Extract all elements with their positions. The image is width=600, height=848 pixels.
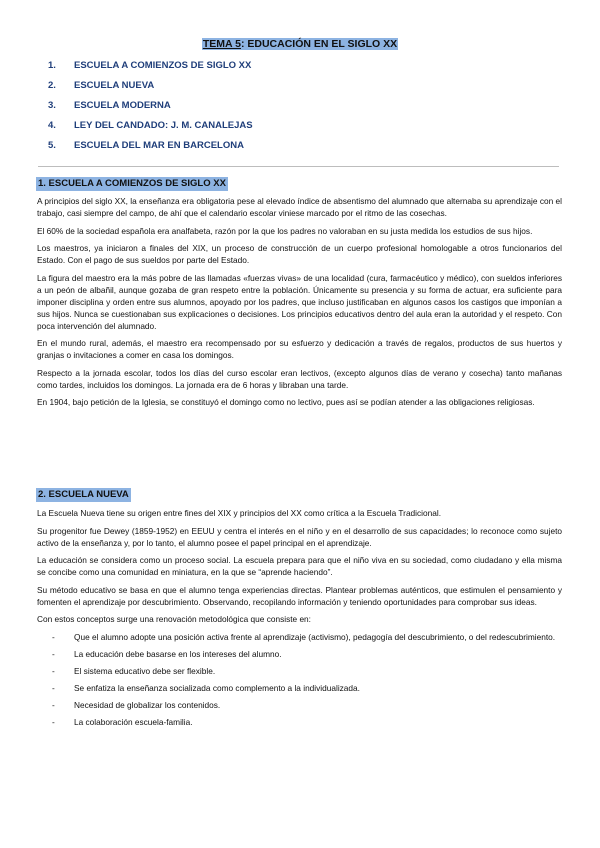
section-1-body xyxy=(37,195,562,414)
paragraph: A principios del siglo XX, la enseñanza era obligatoria pese al elevado índice de absentismo del alumnado que alternaba su aprendizaje con el trabajo, casi siempre del campo, de ahí que el calendario escolar viniese marcado por el ritmo de las cosechas. xyxy=(37,196,562,218)
list-item xyxy=(37,716,562,728)
paragraph: El 60% de la sociedad española era analfabeta, razón por la que los padres no valoraban en su justa medida los estudios de sus hijos. xyxy=(37,225,533,236)
list-item-text: Que el alumno adopte una posición activa frente al aprendizaje (activismo), pedagogía del descubrimiento, o del redescubrimiento. xyxy=(74,631,556,642)
divider xyxy=(38,166,559,167)
list-item xyxy=(37,648,562,660)
list-item xyxy=(37,631,562,643)
toc-label: ESCUELA MODERNA xyxy=(74,100,171,111)
document-title xyxy=(0,38,600,50)
list-item xyxy=(37,699,562,711)
section-2-body xyxy=(37,507,562,733)
list-item-text: La colaboración escuela-familia. xyxy=(74,716,193,727)
dash-bullet: - xyxy=(52,716,55,727)
paragraph: Los maestros, ya iniciaron a finales del XIX, un proceso de construcción de un cuerpo profesional homologable a otros funcionarios del Estado. Con el pago de sus sueldos por parte del Estado. xyxy=(37,243,562,265)
paragraph: Su progenitor fue Dewey (1859-1952) en EEUU y centra el interés en el niño y en el desarrollo de sus capacidades; lo reconoce como sujeto activo de la enseñanza y, por lo tanto, el alumno posee el papel principal en el aprendizaje. xyxy=(37,525,562,548)
paragraph: En el mundo rural, además, el maestro era recompensado por su esfuerzo y dedicación a través de regalos, productos de sus huertos y granjas o invitaciones a comer en casa los domingos. xyxy=(37,338,562,360)
method-list xyxy=(37,631,562,728)
toc-number: 5. xyxy=(48,140,56,151)
toc-number: 3. xyxy=(48,100,56,111)
toc-label: ESCUELA A COMIENZOS DE SIGLO XX xyxy=(74,60,252,71)
title-rest: : EDUCACIÓN EN EL SIGLO XX xyxy=(240,38,398,50)
title-tema: TEMA 5 xyxy=(202,38,241,50)
title-highlight xyxy=(202,38,398,50)
paragraph: La figura del maestro era la más pobre de las llamadas «fuerzas vivas» de una localidad (cura, farmacéutico y médico), con sueldos inferiores a un peón de albañil, aunque gozaba de gran respeto entre la población. Únicamente su presencia y su forma de actuar, era suficiente para imponer disciplina y orden entre sus alumnos, apoyado por los padres, que incluso justificaban en algunos casos los castigos que imponían a sus hijos. Nunca se cuestionaban sus explicaciones o decisiones. Los principios educativos dentro del aula eran la autoridad y el respeto. Con poca intervención del alumnado. xyxy=(37,272,562,331)
paragraph: La Escuela Nueva tiene su origen entre fines del XIX y principios del XX como crítica a la Escuela Tradicional. xyxy=(37,508,441,518)
list-item-text: Necesidad de globalizar los contenidos. xyxy=(74,699,221,710)
list-item-text: La educación debe basarse en los intereses del alumno. xyxy=(74,648,282,659)
dash-bullet: - xyxy=(52,665,55,676)
section-1-heading: 1. ESCUELA A COMIENZOS DE SIGLO XX xyxy=(38,178,226,189)
paragraph: Respecto a la jornada escolar, todos los días del curso escolar eran lectivos, (excepto algunos días de verano y cosecha) tanto mañanas como tardes, incluidos los domingos. La jornada era de 6 horas y libraban una tarde. xyxy=(37,367,562,390)
toc-item xyxy=(48,140,253,160)
paragraph: Su método educativo se basa en que el alumno tenga experiencias directas. Plantear problemas auténticos, que estimulen el pensamiento y fomenten el aprendizaje por descubrimiento. Observando, recopilando información y teniendo oportunidades para comprobar sus ideas. xyxy=(37,584,562,607)
toc-number: 2. xyxy=(48,80,56,91)
toc-item xyxy=(48,100,253,120)
table-of-contents xyxy=(48,60,253,160)
dash-bullet: - xyxy=(52,682,55,693)
toc-label: ESCUELA NUEVA xyxy=(74,80,155,91)
section-2-heading: 2. ESCUELA NUEVA xyxy=(38,489,129,500)
dash-bullet: - xyxy=(52,699,55,710)
list-item-text: El sistema educativo debe ser flexible. xyxy=(74,665,216,676)
list-item-text: Se enfatiza la enseñanza socializada como complemento a la individualizada. xyxy=(74,682,360,693)
toc-item xyxy=(48,120,253,140)
toc-item xyxy=(48,80,253,100)
list-item xyxy=(37,682,562,694)
paragraph: Con estos conceptos surge una renovación metodológica que consiste en: xyxy=(37,614,311,624)
toc-label: LEY DEL CANDADO: J. M. CANALEJAS xyxy=(74,120,253,131)
toc-number: 4. xyxy=(48,120,56,131)
dash-bullet: - xyxy=(52,631,55,642)
dash-bullet: - xyxy=(52,648,55,659)
paragraph: La educación se considera como un proceso social. La escuela prepara para que el niño viva en su sociedad, como ciudadano y ella misma se concibe como una comunidad en miniatura, en la que se “aprende haciendo”. xyxy=(37,555,562,577)
toc-label: ESCUELA DEL MAR EN BARCELONA xyxy=(74,140,244,151)
paragraph: En 1904, bajo petición de la Iglesia, se constituyó el domingo como no lectivo, pues así se podían atender a las obligaciones religiosas. xyxy=(37,397,535,407)
list-item xyxy=(37,665,562,677)
toc-number: 1. xyxy=(48,60,56,71)
toc-item xyxy=(48,60,253,80)
